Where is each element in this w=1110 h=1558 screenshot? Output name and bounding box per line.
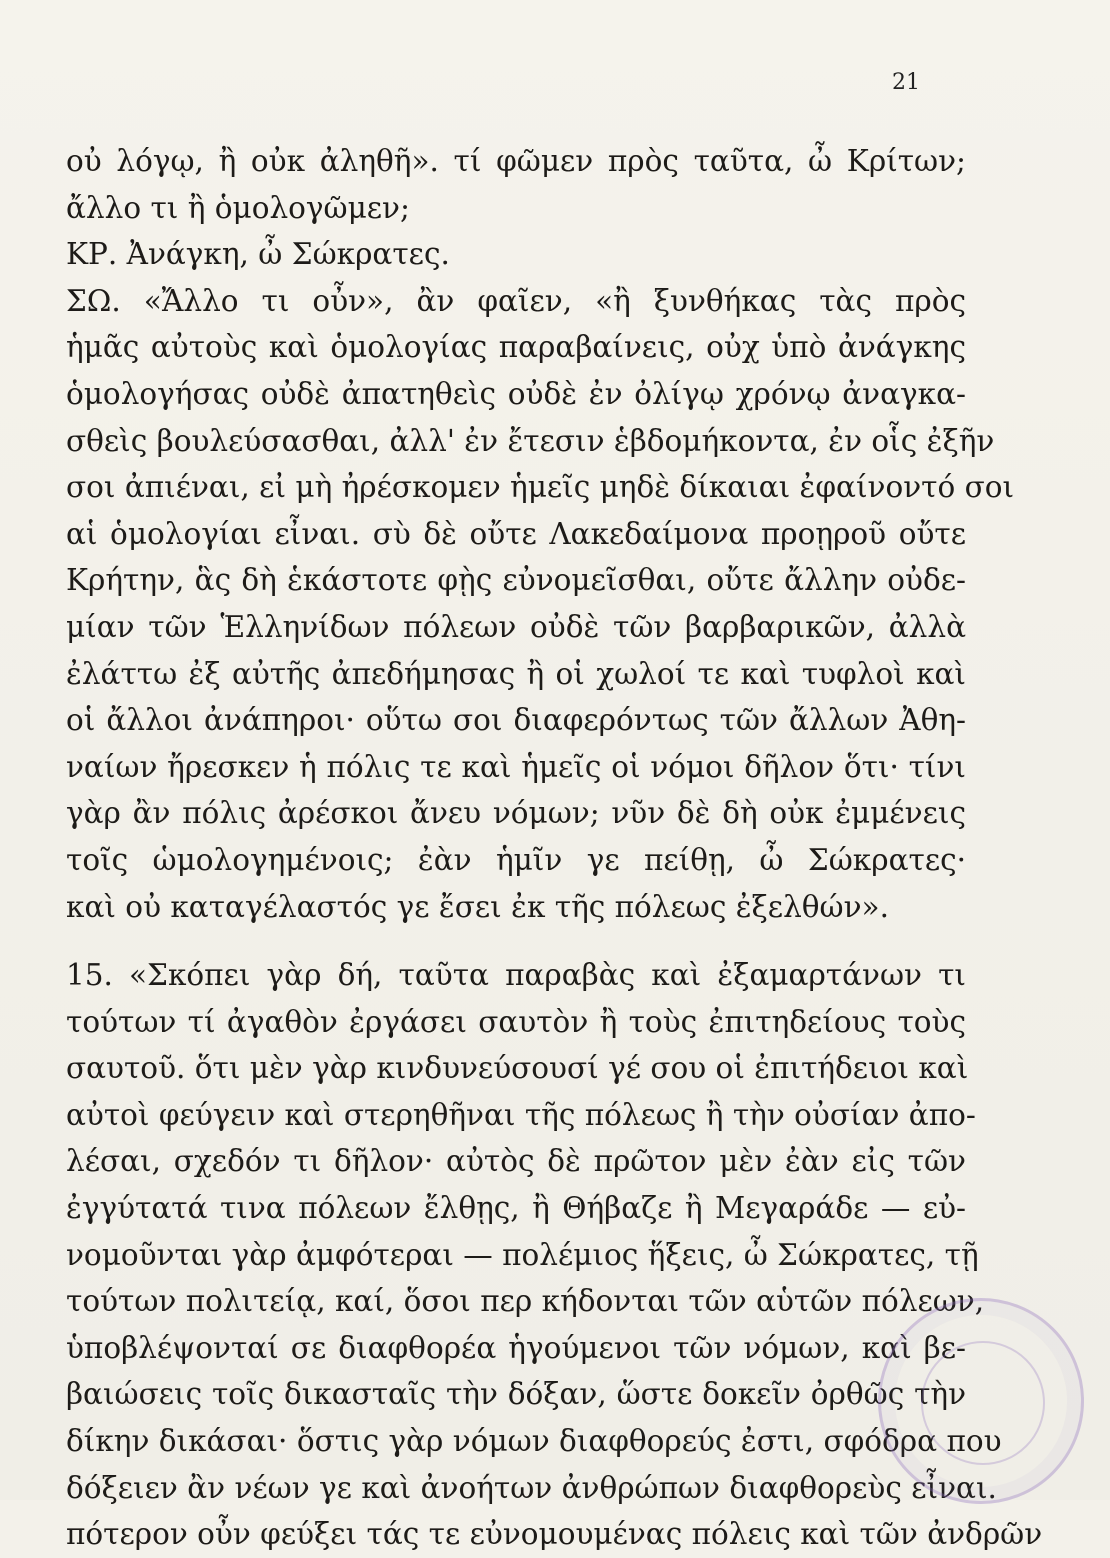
text-line: ὁμολογήσας οὐδὲ ἀπατηθεὶς οὐδὲ ἐν ὀλίγῳ χρόνῳ ἀναγκα- xyxy=(66,376,966,411)
text-line: βαιώσεις τοῖς δικασταῖς τὴν δόξαν, ὥστε δοκεῖν ὀρθῶς τὴν xyxy=(66,1377,966,1412)
text-line: ἐγγύτατά τινα πόλεων ἔλθῃς, ἢ Θήβαζε ἢ Μεγαράδε — εὐ- xyxy=(66,1191,966,1226)
text-line: Κρήτην, ἃς δὴ ἑκάστοτε φῂς εὐνομεῖσθαι, οὔτε ἄλλην οὐδε- xyxy=(66,563,966,598)
text-line: τούτων πολιτείᾳ, καί, ὅσοι περ κήδονται τῶν αὑτῶν πόλεων, xyxy=(66,1284,985,1319)
text-line: 15. «Σκόπει γὰρ δή, ταῦτα παραβὰς καὶ ἐξαμαρτάνων τι xyxy=(66,958,966,993)
text-body xyxy=(66,138,1043,1558)
text-line: μίαν τῶν Ἑλληνίδων πόλεων οὐδὲ τῶν βαρβαρικῶν, ἀλλὰ xyxy=(66,609,966,644)
paragraph-gap xyxy=(66,930,966,952)
text-line: νομοῦνται γὰρ ἀμφότεραι — πολέμιος ἥξεις, ὦ Σώκρατες, τῇ xyxy=(66,1237,979,1272)
text-line: δίκην δικάσαι· ὅστις γὰρ νόμων διαφθορεύς ἐστι, σφόδρα που xyxy=(66,1424,1002,1459)
text-line: καὶ οὐ καταγέλαστός γε ἔσει ἐκ τῆς πόλεως ἐξελθών». xyxy=(66,889,889,924)
text-line: σθεὶς βουλεύσασθαι, ἀλλ' ἐν ἔτεσιν ἑβδομήκοντα, ἐν οἷς ἐξῆν xyxy=(66,423,995,458)
text-line: ἄλλο τι ἢ ὁμολογῶμεν; xyxy=(66,190,410,225)
text-line: ὑποβλέψονταί σε διαφθορέα ἡγούμενοι τῶν νόμων, καὶ βε- xyxy=(66,1330,966,1365)
text-line: οὐ λόγῳ, ἢ οὐκ ἀληθῆ». τί φῶμεν πρὸς ταῦτα, ὦ Κρίτων; xyxy=(66,144,966,178)
text-line: πότερον οὖν φεύξει τάς τε εὐνομουμένας πόλεις καὶ τῶν ἀνδρῶν xyxy=(66,1517,1043,1552)
text-line: αἱ ὁμολογίαι εἶναι. σὺ δὲ οὔτε Λακεδαίμονα προῃροῦ οὔτε xyxy=(66,516,966,551)
page-number: 21 xyxy=(892,70,920,95)
text-line: οἱ ἄλλοι ἀνάπηροι· οὕτω σοι διαφερόντως τῶν ἄλλων Ἀθη- xyxy=(66,703,966,738)
text-line: ΣΩ. «Ἄλλο τι οὖν», ἂν φαῖεν, «ἢ ξυνθήκας τὰς πρὸς xyxy=(66,283,966,318)
text-line: σαυτοῦ. ὅτι μὲν γὰρ κινδυνεύσουσί γέ σου οἱ ἐπιτήδειοι καὶ xyxy=(66,1051,969,1086)
library-stamp-inner-ring xyxy=(921,1341,1045,1465)
text-line: ἡμᾶς αὐτοὺς καὶ ὁμολογίας παραβαίνεις, οὐχ ὑπὸ ἀνάγκης xyxy=(66,330,966,365)
text-line: ΚΡ. Ἀνάγκη, ὦ Σώκρατες. xyxy=(66,237,450,272)
text-line: τούτων τί ἀγαθὸν ἐργάσει σαυτὸν ἢ τοὺς ἐπιτηδείους τοὺς xyxy=(66,1004,966,1039)
text-line: ἐλάττω ἐξ αὐτῆς ἀπεδήμησας ἢ οἱ χωλοί τε καὶ τυφλοὶ καὶ xyxy=(66,656,966,691)
text-line: γὰρ ἂν πόλις ἀρέσκοι ἄνευ νόμων; νῦν δὲ δὴ οὐκ ἐμμένεις xyxy=(66,796,966,831)
text-line: τοῖς ὡμολογημένοις; ἐὰν ἡμῖν γε πείθῃ, ὦ Σώκρατες· xyxy=(66,842,966,877)
text-line: δόξειεν ἂν νέων γε καὶ ἀνοήτων ἀνθρώπων διαφθορεὺς εἶναι. xyxy=(66,1470,997,1505)
text-line: αὐτοὶ φεύγειν καὶ στερηθῆναι τῆς πόλεως ἢ τὴν οὐσίαν ἀπο- xyxy=(66,1097,976,1132)
text-line: λέσαι, σχεδόν τι δῆλον· αὐτὸς δὲ πρῶτον μὲν ἐὰν εἰς τῶν xyxy=(66,1144,966,1179)
text-line: σοι ἀπιέναι, εἰ μὴ ἠρέσκομεν ἡμεῖς μηδὲ δίκαιαι ἐφαίνοντό σοι xyxy=(66,470,1015,505)
text-line: ναίων ἤρεσκεν ἡ πόλις τε καὶ ἡμεῖς οἱ νόμοι δῆλον ὅτι· τίνι xyxy=(66,749,966,784)
library-stamp xyxy=(878,1298,1084,1504)
